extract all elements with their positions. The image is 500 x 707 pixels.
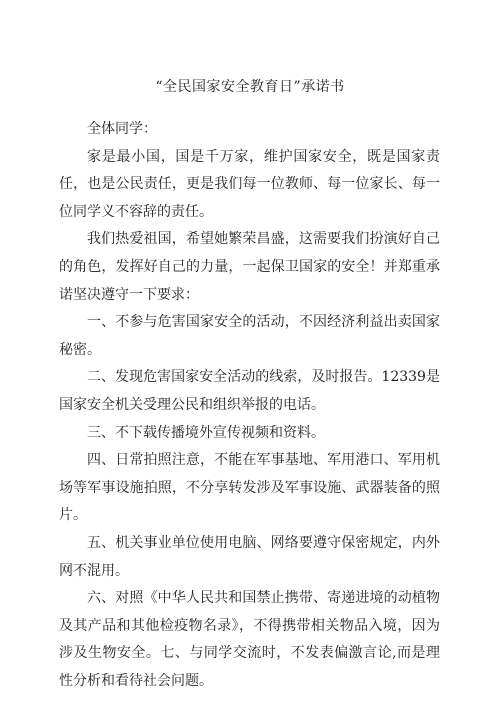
- pledge-item-4: 四、日常拍照注意，不能在军事基地、军用港口、军用机场等军事设施拍照，不分享转发涉及军事设施、武器装备的照片。: [59, 452, 440, 524]
- pledge-item-5: 五、机关事业单位使用电脑、网络要遵守保密规定，内外网不混用。: [59, 534, 440, 579]
- paragraph-pledge: 我们热爱祖国，希望她繁荣昌盛，这需要我们扮演好自己的角色，发挥好自己的力量，一起保卫国家的安全！并郑重承诺坚决遵守一下要求：: [59, 231, 440, 303]
- salutation: 全体同学：: [87, 121, 157, 137]
- paragraph-intro: 家是最小国，国是千万家，维护国家安全，既是国家责任，也是公民责任，更是我们每一位教师、每一位家长、每一位同学义不容辞的责任。: [59, 148, 440, 220]
- document-title: “全民国家安全教育日”承诺书: [155, 79, 345, 95]
- document-body: [59, 116, 440, 695]
- pledge-item-2: 二、发现危害国家安全活动的线索，及时报告。12339是国家安全机关受理公民和组织举报的电话。: [59, 369, 440, 413]
- pledge-item-3: 三、不下载传播境外宣传视频和资料。: [87, 424, 325, 441]
- pledge-item-1: 一、不参与危害国家安全的活动，不因经济利益出卖国家秘密。: [59, 314, 440, 358]
- pledge-item-6-7: 六、对照《中华人民共和国禁止携带、寄递进境的动植物及其产品和其他检疫物名录》，不得携带相关物品入境，因为涉及生物安全。七、与同学交流时，不发表偏激言论,而是理性分析和看待社会问题。: [59, 590, 440, 689]
